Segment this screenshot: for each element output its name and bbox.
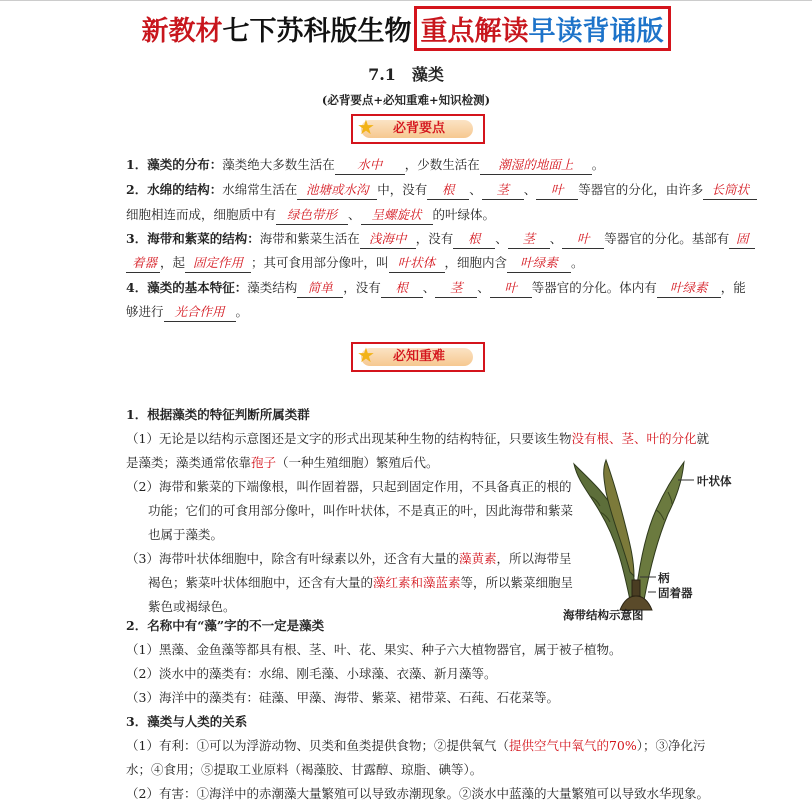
key-item-k1-line-1 (126, 737, 812, 755)
answer-blank: 叶 (490, 279, 532, 298)
point-2-line-2 (126, 206, 812, 225)
text: 的叶绿体。 (432, 207, 496, 222)
answer-blank: 着器 (126, 254, 160, 273)
point-3-line-1 (126, 230, 812, 249)
answer-blank: 叶 (536, 181, 578, 200)
text: ，少数生活在 (404, 157, 480, 172)
text: （3）海带叶状体细胞中，除含有叶绿素以外，还含有大量的 (126, 551, 459, 566)
point-4-line-1 (126, 279, 812, 298)
point-1-label: 1．藻类的分布： (126, 157, 223, 172)
point-4-line-2 (126, 303, 812, 322)
title-part-1: 新教材 (141, 16, 223, 47)
point-2-label: 2．水绵的结构： (126, 182, 223, 197)
label-leaf-body: 叶状体 (697, 474, 732, 488)
text: ，没有 (343, 280, 381, 295)
key-item-2-line-1: （2）海带和紫菜的下端像根，叫作固着器，只起到固定作用，不具备真正的根的 (126, 479, 572, 494)
label-stalk: 柄 (658, 571, 670, 585)
text: 。 (571, 255, 584, 270)
text: 、 (549, 231, 563, 246)
answer-blank: 长筒状 (703, 181, 757, 200)
answer-blank: 固 (729, 230, 755, 249)
text: 、 (477, 280, 490, 295)
text: 、 (422, 280, 436, 295)
banner-label: 必知重难 (393, 349, 446, 364)
text: （1）有利：①可以为浮游动物、贝类和鱼类提供食物；②提供氧气（ (126, 738, 509, 753)
label-holdfast: 固着器 (658, 586, 693, 600)
key-item-3-line-3: 紫色或褐绿色。 (148, 599, 236, 614)
text: 、 (348, 207, 361, 222)
point-1 (126, 156, 812, 175)
text: ，细胞内含 (444, 255, 508, 270)
text: ）；③净化污 (636, 738, 706, 753)
text: 等器官的分化。基部有 (604, 231, 730, 246)
key-item-j1: （1）黑藻、金鱼藻等都具有根、茎、叶、花、果实、种子六大植物器官，属于被子植物。 (126, 642, 622, 657)
text: 海带和紫菜生活在 (259, 231, 360, 246)
text: 藻类结构 (247, 280, 298, 295)
text: 等器官的分化，由许多 (578, 182, 704, 197)
key-item-2-line-3: 也属于藻类。 (148, 527, 224, 542)
title-part-3: 重点解读 (420, 16, 529, 47)
highlight-text: 没有根、茎、叶的分化 (571, 431, 697, 446)
key-item-1-line-1 (126, 430, 812, 448)
answer-blank: 叶 (562, 230, 604, 249)
key-item-j3: （3）海洋中的藻类有：硅藻、甲藻、海带、紫菜、裙带菜、石莼、石花菜等。 (126, 690, 559, 705)
answer-blank: 简单 (297, 279, 343, 298)
key-item-2-line-2: 功能；它们的可食用部分像叶，叫作叶状体，不是真正的叶，因此海带和紫菜 (148, 503, 574, 518)
text: 够进行 (126, 304, 164, 319)
text: （1）无论是以结构示意图还是文字的形式出现某种生物的结构特征，只要该生物 (126, 431, 572, 446)
answer-blank: 潮湿的地面上 (480, 156, 592, 175)
point-3-label: 3．海带和紫菜的结构： (126, 231, 260, 246)
key-heading-2: 2．名称中有“藻”字的不一定是藻类 (126, 618, 325, 633)
page-title (0, 6, 812, 48)
key-item-k2: （2）有害：①海洋中的赤潮藻大量繁殖可以导致赤潮现象。②淡水中蓝藻的大量繁殖可以导致水华现象。 (126, 786, 709, 801)
text: 、 (495, 231, 508, 246)
star-icon: ★ (357, 343, 375, 367)
star-icon: ★ (357, 115, 375, 139)
text: 。 (235, 304, 249, 319)
key-item-j2: （2）淡水中的藻类有：水绵、刚毛藻、小球藻、衣藻、新月藻等。 (126, 666, 497, 681)
answer-blank: 茎 (435, 279, 477, 298)
text: 中，没有 (377, 182, 428, 197)
text: 等，所以紫菜细胞呈 (460, 575, 574, 590)
answer-blank: 叶绿素 (657, 279, 721, 298)
text: ，起 (160, 255, 186, 270)
key-heading-1: 1．根据藻类的特征判断所属类群 (126, 407, 310, 422)
answer-blank: 茎 (482, 181, 524, 200)
text: ；其可食用部分像叶，叫 (251, 255, 389, 270)
text: 是藻类；藻类通常依靠 (126, 455, 252, 470)
text: 藻类绝大多数生活在 (222, 157, 335, 172)
point-2-line-1 (126, 181, 812, 200)
banner-key-difficult (351, 342, 485, 372)
key-item-k1-line-2: 水；④食用；⑤提取工业原料（褐藻胶、甘露醇、琼脂、碘等）。 (126, 762, 483, 777)
text: 细胞相连而成，细胞质中有 (126, 207, 277, 222)
text: 、 (523, 182, 537, 197)
answer-blank: 浅海中 (360, 230, 416, 249)
highlight-text: 提供空气中氧气的70% (508, 738, 637, 753)
answer-blank: 呈螺旋状 (361, 206, 433, 225)
highlight-text: 藻红素和藻蓝素 (373, 575, 461, 590)
answer-blank: 根 (381, 279, 423, 298)
figure-caption: 海带结构示意图 (563, 608, 644, 622)
text: ，能 (720, 280, 746, 295)
title-part-2: 七下苏科版生物 (222, 16, 412, 47)
text: 、 (469, 182, 482, 197)
highlight-text: 藻黄素 (458, 551, 497, 566)
answer-blank: 叶状体 (389, 254, 445, 273)
answer-blank: 池塘或水沟 (297, 181, 377, 200)
text: ，没有 (415, 231, 454, 246)
answer-blank: 绿色带形 (276, 206, 348, 225)
text: （一种生殖细胞）繁殖后代。 (276, 455, 439, 470)
banner-label: 必背要点 (393, 121, 446, 136)
highlight-text: 孢子 (251, 455, 277, 470)
title-part-4: 早读背诵版 (528, 16, 664, 47)
answer-blank: 根 (453, 230, 495, 249)
text: 。 (591, 157, 605, 172)
text: 水绵常生活在 (222, 182, 298, 197)
point-3-line-2 (126, 254, 812, 273)
answer-blank: 根 (427, 181, 469, 200)
section-subheading: (必背要点+必知重难+知识检测) (321, 93, 491, 107)
section-heading: 7.1 藻类 (368, 65, 444, 84)
point-4-label: 4．藻类的基本特征： (126, 280, 248, 295)
key-heading-3: 3．藻类与人类的关系 (126, 714, 248, 729)
answer-blank: 光合作用 (164, 303, 236, 322)
text: ，所以海带呈 (496, 551, 572, 566)
answer-blank: 茎 (508, 230, 550, 249)
top-rule (0, 0, 812, 1)
text: 等器官的分化。体内有 (531, 280, 657, 295)
text: 就 (696, 431, 709, 446)
answer-blank: 叶绿素 (507, 254, 571, 273)
answer-blank: 水中 (335, 156, 405, 175)
answer-blank: 固定作用 (185, 254, 251, 273)
text: 褐色；紫菜叶状体细胞中，还含有大量的 (148, 575, 374, 590)
title-highlight-box (414, 6, 671, 51)
kelp-structure-illustration (560, 452, 720, 612)
banner-must-memorize (351, 114, 485, 144)
